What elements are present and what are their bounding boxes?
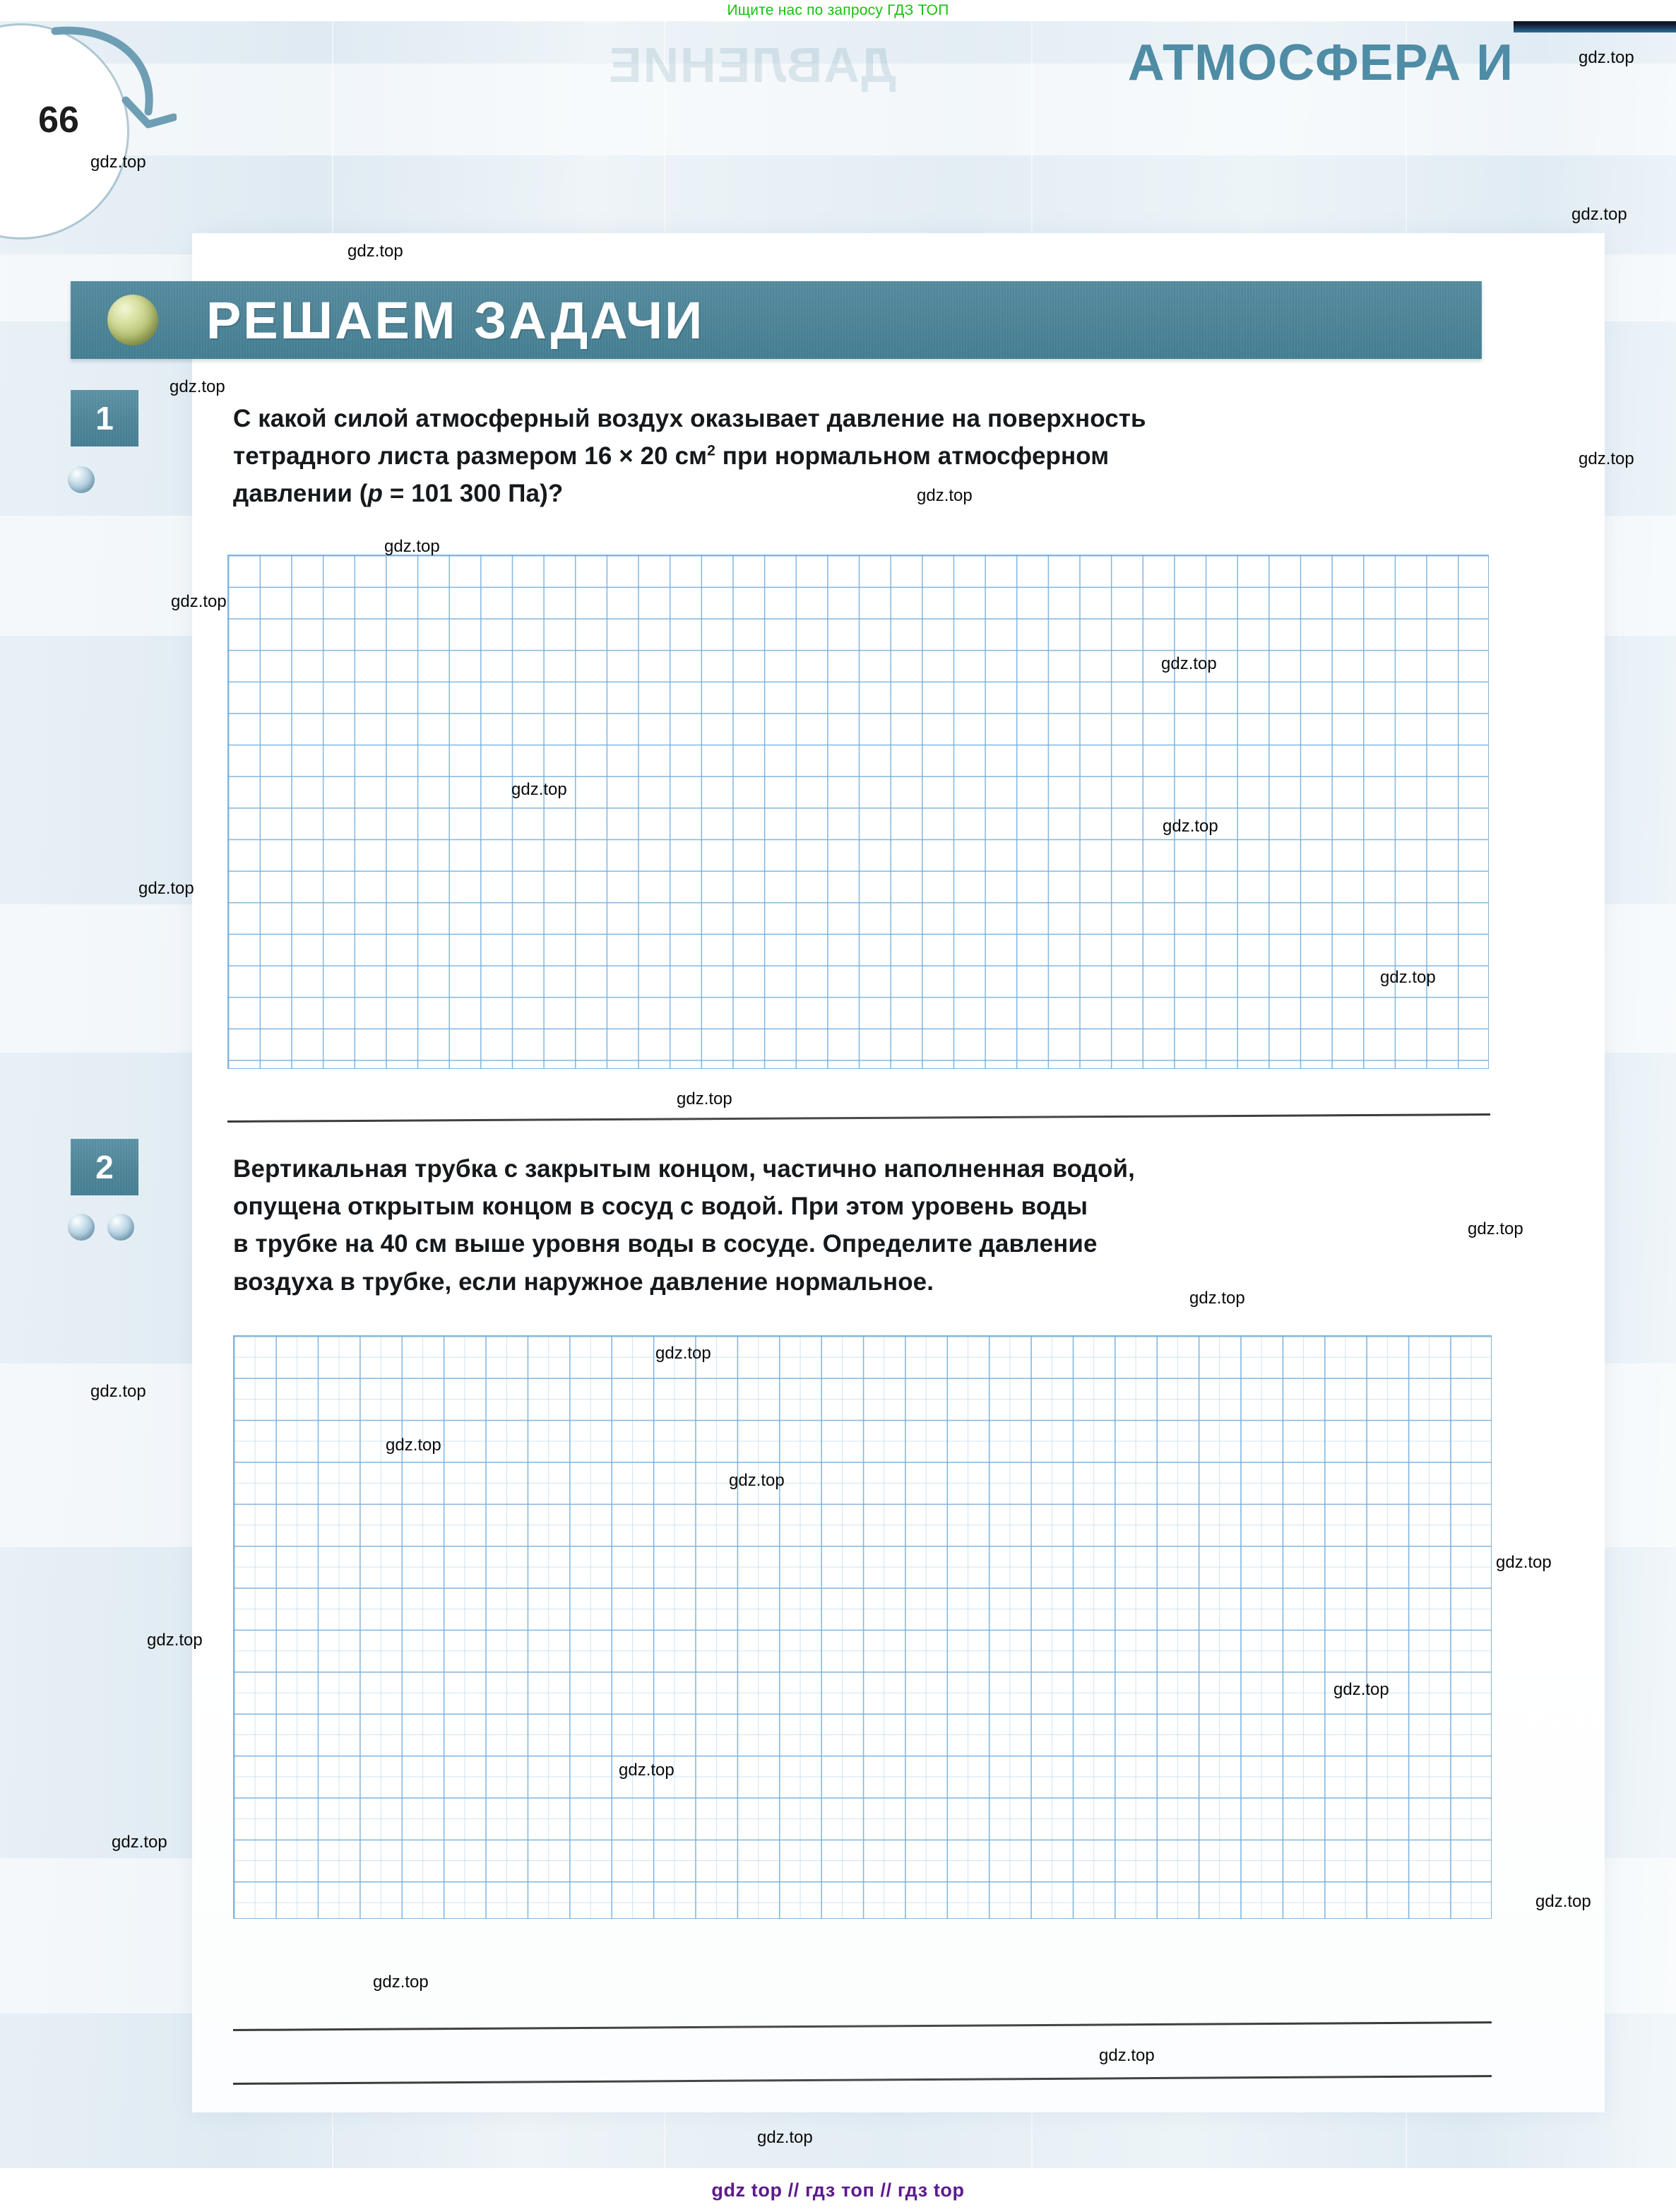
watermark: gdz.top xyxy=(384,537,440,556)
answer-grid-2[interactable] xyxy=(233,1335,1492,1919)
footer-bar xyxy=(0,2168,1676,2212)
watermark: gdz.top xyxy=(1579,48,1634,67)
task-number-badge-2 xyxy=(71,1139,138,1195)
task-1-line-2 xyxy=(233,437,1434,475)
promo-strip xyxy=(0,0,1676,21)
watermark: gdz.top xyxy=(1333,1680,1389,1699)
watermark: gdz.top xyxy=(170,377,225,396)
task-1-text xyxy=(233,400,1434,513)
answer-grid-1[interactable] xyxy=(227,555,1489,1069)
page-number: 66 xyxy=(38,100,79,141)
task-1-line-3b: = 101 300 Па)? xyxy=(383,480,564,508)
curved-arrow-icon xyxy=(49,21,177,170)
task-1-line-3a: давлении ( xyxy=(233,480,368,508)
watermark: gdz.top xyxy=(347,242,403,261)
promo-text: Ищите нас по запросу ГДЗ ТОП xyxy=(727,2,949,18)
watermark: gdz.top xyxy=(171,592,227,611)
watermark: gdz.top xyxy=(90,1382,146,1401)
watermark: gdz.top xyxy=(1161,654,1217,673)
task-number-badge-1 xyxy=(71,390,138,446)
task-1-pressure-variable: p xyxy=(367,480,384,508)
watermark: gdz.top xyxy=(757,2128,813,2147)
task-2-line-4: воздуха в трубке, если наружное давление нормальное. xyxy=(233,1267,934,1296)
watermark: gdz.top xyxy=(1571,205,1627,224)
watermark: gdz.top xyxy=(147,1631,203,1650)
task-2-line-1: Вертикальная трубка с закрытым концом, частично наполненная водой, xyxy=(233,1155,1135,1183)
watermark: gdz.top xyxy=(1099,2046,1155,2065)
difficulty-marble xyxy=(68,1214,95,1241)
watermark: gdz.top xyxy=(1496,1553,1552,1572)
footer-text: gdz top // гдз топ // гдз top xyxy=(711,2179,965,2201)
task-1-line-3 xyxy=(233,475,1434,512)
banner-title: РЕШАЕМ ЗАДАЧИ xyxy=(206,290,705,350)
watermark: gdz.top xyxy=(373,1973,429,1992)
task-2-line-3: в трубке на 40 см выше уровня воды в сосуде. Определите давление xyxy=(233,1230,1098,1258)
task-number-1: 1 xyxy=(95,400,114,437)
task-2-text xyxy=(233,1150,1434,1301)
difficulty-marble xyxy=(107,1214,134,1241)
watermark: gdz.top xyxy=(112,1833,167,1852)
watermark: gdz.top xyxy=(677,1089,732,1108)
watermark: gdz.top xyxy=(729,1471,785,1490)
watermark: gdz.top xyxy=(1535,1892,1591,1911)
watermark: gdz.top xyxy=(386,1436,441,1455)
task-1-unit-exponent: 2 xyxy=(707,442,715,459)
task-2-line-2: опущена открытым концом в сосуд с водой. При этом уровень воды xyxy=(233,1193,1088,1221)
task-1-line-2a: тетрадного листа размером 16 × 20 см xyxy=(233,442,708,471)
watermark: gdz.top xyxy=(138,879,194,898)
watermark: gdz.top xyxy=(90,153,146,172)
watermark: gdz.top xyxy=(1189,1289,1245,1308)
watermark: gdz.top xyxy=(619,1761,674,1780)
chapter-title: АТМОСФЕРА И xyxy=(1127,35,1514,91)
watermark: gdz.top xyxy=(1163,817,1218,836)
watermark: gdz.top xyxy=(1579,449,1634,468)
sphere-icon xyxy=(107,295,158,345)
watermark: gdz.top xyxy=(1380,968,1436,987)
section-banner xyxy=(71,281,1482,359)
task-1-line-1: С какой силой атмосферный воздух оказывает давление на поверхность xyxy=(233,405,1146,432)
watermark: gdz.top xyxy=(917,486,973,505)
watermark: gdz.top xyxy=(655,1344,711,1363)
task-number-2: 2 xyxy=(95,1149,114,1185)
task-1-line-2b: при нормальном атмосферном xyxy=(715,442,1110,471)
watermark: gdz.top xyxy=(1468,1219,1523,1238)
ghost-chapter-title: ДАВЛЕНИЕ xyxy=(607,37,896,93)
watermark: gdz.top xyxy=(511,780,567,799)
difficulty-marble xyxy=(68,466,95,493)
